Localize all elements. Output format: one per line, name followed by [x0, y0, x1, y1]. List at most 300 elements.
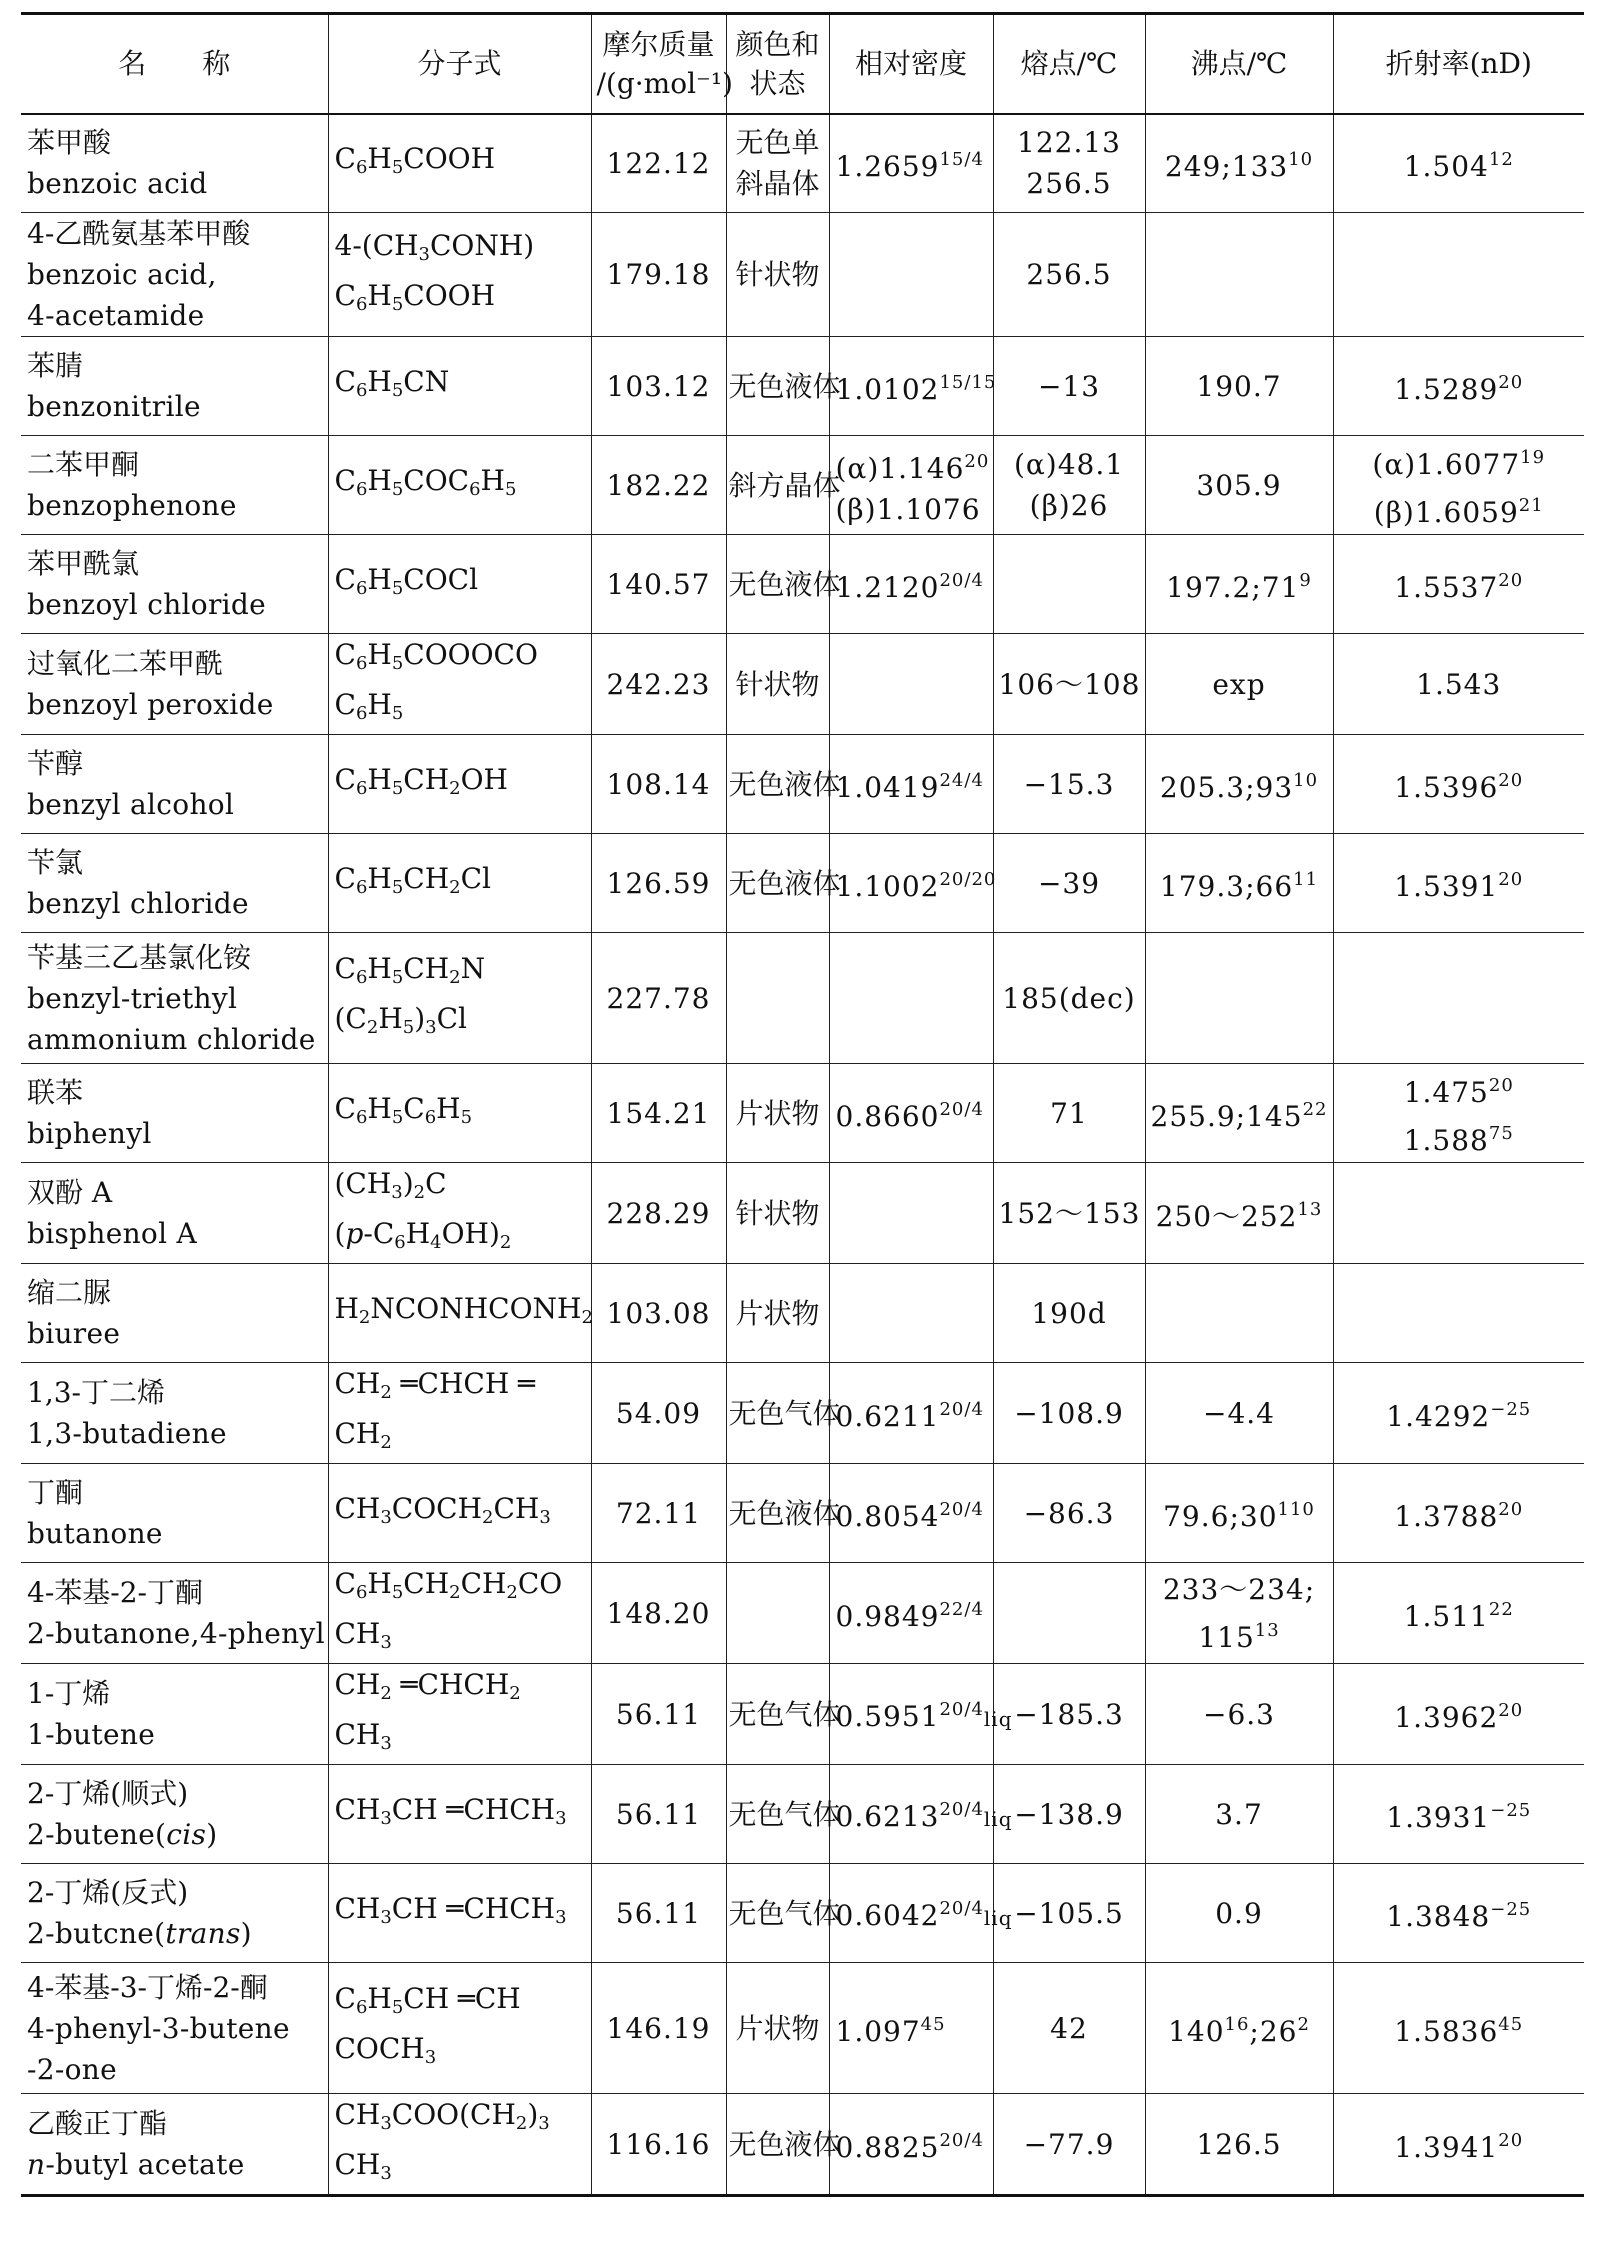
- cell-line: 斜方晶体: [728, 468, 841, 502]
- cell-name: [21, 1064, 328, 1163]
- cell-density: [829, 114, 993, 213]
- cell-line: 联苯: [27, 1076, 84, 1109]
- cell-state: [726, 933, 829, 1064]
- cell-formula: [328, 933, 591, 1064]
- cell-line: $115^{13}$: [1198, 1619, 1280, 1654]
- cell-bp: [1145, 2094, 1333, 2196]
- cell-mass: [591, 114, 726, 213]
- cell-name: [21, 1864, 328, 1963]
- cell-value: 227.78: [606, 981, 711, 1015]
- cell-name: [21, 1664, 328, 1765]
- cell-line: $CH_2$ $═CHCH_2$: [334, 1668, 521, 1704]
- cell-bp: [1145, 1264, 1333, 1363]
- table-row: [21, 634, 1584, 735]
- cell-mass: [591, 1363, 726, 1464]
- cell-line: 1.475$^{20}$: [1403, 1075, 1514, 1109]
- cell-formula: [328, 535, 591, 634]
- cell-density: [829, 1464, 993, 1563]
- cell-formula: [328, 2094, 591, 2196]
- cell-line: (α)1.146$^{20}$: [835, 450, 990, 485]
- cell-mass: [591, 1264, 726, 1363]
- table-row: [21, 436, 1584, 535]
- header-name: 名 称: [21, 14, 328, 114]
- cell-line: −77.9: [1023, 2127, 1115, 2161]
- cell-line: 苯甲酰氯: [27, 547, 140, 580]
- cell-name: [21, 1963, 328, 2094]
- cell-line: 无色液体: [728, 2127, 841, 2161]
- cell-bp: [1145, 213, 1333, 337]
- table-row: [21, 1563, 1584, 1664]
- cell-line: 无色气体: [728, 1697, 841, 1731]
- cell-bp: [1145, 1864, 1333, 1963]
- cell-mass: [591, 1864, 726, 1963]
- cell-bp: [1145, 1563, 1333, 1664]
- cell-mp: [993, 337, 1145, 436]
- cell-mass: [591, 1563, 726, 1664]
- cell-state: [726, 1563, 829, 1664]
- cell-state: [726, 1864, 841, 1963]
- cell-state: [726, 535, 841, 634]
- cell-line: $H_2NCONHCONH_2$: [334, 1292, 593, 1328]
- cell-density: [829, 834, 997, 933]
- cell-line: $C_6H_5$: [334, 688, 404, 724]
- cell-value: 56.11: [615, 1797, 702, 1831]
- cell-line: $C_6H_5CH_2OH$: [334, 763, 508, 799]
- cell-line: $1.2659^{15/4}$: [835, 149, 984, 184]
- cell-ri: [1333, 1563, 1584, 1664]
- cell-name: [21, 436, 328, 535]
- cell-line: 190d: [1031, 1296, 1107, 1330]
- cell-mass: [591, 2094, 726, 2196]
- cell-line: $C_6H_5COCl$: [334, 563, 479, 599]
- cell-line: 256.5: [1026, 167, 1112, 201]
- cell-formula: [328, 1765, 591, 1864]
- cell-line: 双酚 A: [27, 1176, 113, 1209]
- cell-name: [21, 1464, 328, 1563]
- cell-line: 2-丁烯(反式): [27, 1876, 189, 1909]
- header-molar-mass-line1: 摩尔质量: [602, 27, 715, 61]
- cell-name: [21, 834, 328, 933]
- cell-line: (β)1.6059$^{21}$: [1373, 495, 1544, 529]
- cell-value: 116.16: [606, 2127, 711, 2161]
- cell-bp: [1145, 436, 1333, 535]
- cell-line: benzophenone: [27, 489, 237, 522]
- cell-line: (β)1.1076: [835, 492, 981, 526]
- cell-line: $4-(CH_3CONH)$: [334, 228, 535, 265]
- cell-value: 54.09: [615, 1396, 702, 1430]
- cell-line: -2-one: [27, 2052, 117, 2086]
- cell-name: [21, 1163, 328, 1264]
- cell-bp: [1145, 634, 1333, 735]
- cell-ri: [1333, 735, 1584, 834]
- cell-line: $C_6H_5COC_6H_5$: [334, 464, 517, 500]
- cell-density: [829, 535, 993, 634]
- cell-mass: [591, 535, 726, 634]
- cell-line: $CH_2$ ═CHCH ═: [334, 1367, 535, 1403]
- cell-line: 1.5396$^{20}$: [1394, 770, 1524, 804]
- table-row: [21, 2094, 1584, 2196]
- cell-line: 42: [1050, 2011, 1088, 2045]
- cell-line: $0.6213^{20/4}liq$: [835, 1798, 1013, 1833]
- cell-line: −6.3: [1203, 1697, 1275, 1731]
- cell-ri: [1333, 1464, 1584, 1563]
- cell-line: 无色单: [735, 126, 820, 160]
- cell-ri: [1333, 114, 1584, 213]
- cell-value: 72.11: [615, 1496, 702, 1530]
- cell-line: $140^{16};26^2$: [1168, 2014, 1310, 2048]
- cell-state: [726, 1963, 829, 2094]
- cell-ri: [1333, 1664, 1584, 1765]
- cell-value: 56.11: [615, 1896, 702, 1930]
- cell-state: [726, 2094, 841, 2196]
- cell-formula: [328, 1163, 591, 1264]
- cell-line: $0.9849^{22/4}$: [835, 1599, 984, 1633]
- cell-mp: [993, 634, 1145, 735]
- cell-mp: [993, 213, 1145, 337]
- cell-state: [726, 337, 841, 436]
- cell-line: 无色液体: [728, 866, 841, 900]
- cell-name: [21, 634, 328, 735]
- cell-line: $C_6H_5COOH$: [334, 278, 496, 315]
- cell-name: [21, 114, 328, 213]
- cell-line: 152～153: [998, 1196, 1141, 1230]
- cell-formula: [328, 735, 591, 834]
- cell-line: $CH_3$: [334, 1718, 392, 1754]
- cell-line: $255.9;145^{22}$: [1150, 1099, 1328, 1133]
- cell-mass: [591, 933, 726, 1064]
- cell-bp: [1145, 834, 1333, 933]
- cell-mass: [591, 634, 726, 735]
- cell-state: [726, 1064, 829, 1163]
- cell-density: [829, 213, 993, 337]
- cell-line: 1-丁烯: [27, 1677, 111, 1710]
- cell-state: [726, 1363, 841, 1464]
- cell-line: 缩二脲: [27, 1276, 112, 1309]
- cell-line: $0.8825^{20/4}$: [835, 2130, 984, 2164]
- cell-bp: [1145, 1464, 1333, 1563]
- cell-line: 针状物: [735, 258, 820, 291]
- cell-line: 1.097$^{45}$: [835, 2014, 946, 2048]
- cell-density: [829, 1163, 993, 1264]
- cell-bp: [1145, 933, 1333, 1064]
- cell-value: 182.22: [606, 468, 711, 502]
- cell-line: −13: [1037, 369, 1101, 403]
- cell-line: $1.2120^{20/4}$: [835, 570, 984, 604]
- cell-line: 苄氯: [27, 846, 84, 879]
- table-row: [21, 1864, 1584, 1963]
- header-formula: 分子式: [328, 14, 591, 114]
- cell-line: $0.8054^{20/4}$: [835, 1499, 984, 1533]
- table-row: [21, 735, 1584, 834]
- cell-line: 1.588$^{75}$: [1403, 1123, 1514, 1157]
- cell-density: [829, 735, 993, 834]
- cell-ri: [1333, 933, 1584, 1064]
- header-row: [21, 14, 1584, 114]
- cell-bp: [1145, 1765, 1333, 1864]
- cell-ri: [1333, 1765, 1584, 1864]
- cell-ri: [1333, 213, 1584, 337]
- cell-mp: [993, 1064, 1145, 1163]
- cell-mass: [591, 213, 726, 337]
- cell-line: 0.9: [1215, 1896, 1263, 1930]
- cell-ri: [1333, 1363, 1584, 1464]
- cell-name: [21, 933, 328, 1064]
- cell-line: $197.2;71^9$: [1166, 570, 1312, 604]
- cell-line: 无色气体: [728, 1396, 841, 1430]
- table-row: [21, 1664, 1584, 1765]
- cell-line: $(CH_3)_2C$: [334, 1167, 447, 1203]
- cell-state: [726, 436, 841, 535]
- cell-line: 1-butene: [27, 1718, 156, 1751]
- cell-mp: [993, 933, 1145, 1064]
- cell-value: 146.19: [606, 2011, 711, 2045]
- cell-formula: [328, 834, 591, 933]
- cell-density: [829, 933, 993, 1064]
- cell-line: 122.13: [1017, 126, 1121, 160]
- cell-line: 305.9: [1196, 468, 1282, 502]
- cell-mp: [993, 1664, 1145, 1765]
- cell-line: $C_6H_5C_6H_5$: [334, 1092, 473, 1128]
- cell-formula: [328, 1064, 591, 1163]
- cell-line: $C_6H_5CH_2Cl$: [334, 862, 491, 898]
- table-row: [21, 1264, 1584, 1363]
- cell-value: 108.14: [606, 767, 711, 801]
- header-molar-mass-line2: /(g·mol⁻¹): [596, 66, 733, 100]
- cell-line: biuree: [27, 1317, 121, 1350]
- cell-line: biphenyl: [27, 1117, 152, 1150]
- cell-mp: [993, 114, 1145, 213]
- cell-mp: [993, 1765, 1145, 1864]
- cell-density: [829, 337, 997, 436]
- cell-line: $250\sim 252^{13}$: [1155, 1199, 1323, 1233]
- cell-mass: [591, 1064, 726, 1163]
- cell-value: 179.18: [606, 258, 711, 291]
- header-boiling-point: 沸点/℃: [1145, 14, 1333, 114]
- cell-mass: [591, 1765, 726, 1864]
- cell-mass: [591, 1664, 726, 1765]
- cell-line: 126.5: [1196, 2127, 1282, 2161]
- cell-line: butanone: [27, 1517, 163, 1550]
- cell-line: −86.3: [1023, 1496, 1115, 1530]
- cell-ri: [1333, 1163, 1584, 1264]
- cell-line: $79.6;30^{110}$: [1163, 1499, 1315, 1533]
- cell-line: 苄醇: [27, 747, 84, 780]
- cell-line: −105.5: [1014, 1896, 1124, 1930]
- table-header: [21, 14, 1584, 114]
- cell-line: −108.9: [1014, 1396, 1124, 1430]
- cell-line: (β)26: [1029, 489, 1109, 522]
- cell-line: 4-acetamide: [27, 299, 205, 332]
- cell-mp: [993, 1864, 1145, 1963]
- cell-line: $CH_2$: [334, 1417, 392, 1453]
- cell-line: $0.6211^{20/4}$: [835, 1399, 984, 1433]
- cell-line: 乙酸正丁酯: [27, 2107, 168, 2140]
- table-row: [21, 1363, 1584, 1464]
- cell-line: 3.7: [1215, 1797, 1263, 1831]
- cell-line: 1.543: [1416, 667, 1502, 701]
- cell-line: benzyl chloride: [27, 887, 249, 920]
- cell-line: 185(dec): [1002, 981, 1136, 1015]
- cell-line: $C_6H_5CH_2CH_2CO$: [334, 1567, 563, 1603]
- cell-line: (α)1.6077$^{19}$: [1372, 447, 1546, 481]
- cell-line: bisphenol A: [27, 1217, 198, 1250]
- cell-mp: [993, 535, 1145, 634]
- cell-state: [726, 213, 829, 337]
- cell-line: $CH_3$: [334, 2148, 392, 2184]
- cell-bp: [1145, 114, 1333, 213]
- cell-line: 1.5836$^{45}$: [1394, 2014, 1524, 2048]
- cell-bp: [1145, 535, 1333, 634]
- cell-value: 228.29: [606, 1196, 711, 1230]
- cell-line: $(C_2H_5)_3Cl$: [334, 1002, 467, 1038]
- cell-line: (α)48.1: [1013, 448, 1125, 481]
- cell-line: 无色气体: [728, 1797, 841, 1831]
- cell-line: $0.6042^{20/4}liq$: [835, 1897, 1013, 1932]
- cell-line: 106～108: [998, 667, 1141, 701]
- cell-name: [21, 735, 328, 834]
- cell-value: 140.57: [606, 567, 711, 601]
- cell-line: 片状物: [735, 2011, 820, 2045]
- cell-line: ammonium chloride: [27, 1022, 316, 1056]
- cell-mp: [993, 834, 1145, 933]
- cell-line: $1.3931^{-25}$: [1386, 1800, 1532, 1834]
- cell-name: [21, 1264, 328, 1363]
- cell-mass: [591, 1163, 726, 1264]
- cell-state: [726, 1464, 841, 1563]
- cell-line: 无色液体: [728, 1496, 841, 1530]
- cell-line: $205.3;93^{10}$: [1159, 770, 1319, 804]
- cell-name: [21, 535, 328, 634]
- header-melting-point: 熔点/℃: [993, 14, 1145, 114]
- cell-name: [21, 1363, 328, 1464]
- cell-line: 1,3-butadiene: [27, 1417, 227, 1450]
- cell-mp: [993, 735, 1145, 834]
- cell-density: [829, 1363, 993, 1464]
- cell-line: benzyl alcohol: [27, 788, 235, 821]
- cell-line: 无色液体: [728, 369, 841, 403]
- cell-line: 1.3941$^{20}$: [1394, 2130, 1524, 2164]
- cell-line: 1.3962$^{20}$: [1394, 1700, 1524, 1734]
- cell-line: $C_6H_5COOH$: [334, 142, 496, 179]
- cell-mp: [993, 2094, 1145, 2196]
- cell-line: $C_6H_5CH_2N$: [334, 952, 486, 988]
- cell-density: [829, 1765, 1013, 1864]
- cell-line: 二苯甲酮: [27, 448, 140, 481]
- header-color-state-line1: 颜色和: [735, 27, 820, 61]
- cell-line: 256.5: [1026, 258, 1112, 291]
- cell-line: 233～234;: [1162, 1572, 1316, 1606]
- header-color-state-line2: 状态: [749, 66, 806, 100]
- cell-density: [829, 1864, 1013, 1963]
- cell-mass: [591, 735, 726, 834]
- cell-line: 无色液体: [728, 567, 841, 601]
- cell-line: 针状物: [735, 1196, 820, 1230]
- cell-density: [829, 1563, 993, 1664]
- cell-line: benzoyl peroxide: [27, 688, 274, 721]
- cell-value: 103.08: [606, 1296, 711, 1330]
- cell-line: −39: [1037, 866, 1101, 900]
- cell-density: [829, 1664, 1013, 1765]
- cell-ri: [1333, 834, 1584, 933]
- table-row: [21, 337, 1584, 436]
- cell-ri: [1333, 1264, 1584, 1363]
- cell-ri: [1333, 1064, 1584, 1163]
- cell-line: 无色气体: [728, 1896, 841, 1930]
- cell-line: 无色液体: [728, 767, 841, 801]
- cell-state: [726, 1264, 829, 1363]
- cell-line: 苯甲酸: [27, 126, 112, 160]
- cell-line: 丁酮: [27, 1476, 84, 1509]
- cell-ri: [1333, 2094, 1584, 2196]
- cell-state: [726, 1163, 829, 1264]
- cell-line: benzoyl chloride: [27, 588, 266, 621]
- header-molar-mass: [591, 14, 733, 114]
- cell-value: 154.21: [606, 1096, 711, 1130]
- cell-state: [726, 834, 841, 933]
- cell-state: [726, 735, 841, 834]
- cell-ri: [1333, 634, 1584, 735]
- cell-name: [21, 1765, 328, 1864]
- cell-name: [21, 337, 328, 436]
- header-refractive-index: 折射率(nD): [1333, 14, 1584, 114]
- cell-formula: [328, 337, 591, 436]
- cell-line: −185.3: [1014, 1697, 1124, 1731]
- cell-line: 2-butcne(trans): [27, 1917, 252, 1950]
- cell-line: 1.5289$^{20}$: [1394, 372, 1524, 406]
- table-row: [21, 535, 1584, 634]
- cell-line: 4-乙酰氨基苯甲酸: [27, 217, 251, 250]
- cell-formula: [328, 1563, 591, 1664]
- cell-mp: [993, 1963, 1145, 2094]
- cell-bp: [1145, 1064, 1333, 1163]
- cell-line: 过氧化二苯甲酰: [27, 647, 224, 680]
- table-row: [21, 933, 1584, 1064]
- cell-line: −4.4: [1203, 1396, 1275, 1430]
- cell-line: $1.1002^{20/20}$: [835, 869, 997, 903]
- cell-line: $0.5951^{20/4}liq$: [835, 1698, 1013, 1733]
- cell-formula: [328, 1464, 591, 1563]
- cell-line: 4-phenyl-3-butene: [27, 2011, 290, 2045]
- table-row: [21, 213, 1584, 337]
- cell-state: [726, 1664, 841, 1765]
- cell-line: 1.3788$^{20}$: [1394, 1499, 1524, 1533]
- table-row: [21, 1765, 1584, 1864]
- cell-ri: [1333, 535, 1584, 634]
- cell-line: $COCH_3$: [334, 2032, 437, 2068]
- cell-state: [726, 114, 829, 213]
- table-row: [21, 114, 1584, 213]
- cell-value: 148.20: [606, 1596, 711, 1630]
- cell-line: 片状物: [735, 1296, 820, 1330]
- cell-line: exp: [1212, 667, 1266, 701]
- cell-line: 1.5537$^{20}$: [1394, 570, 1524, 604]
- cell-value: 126.59: [606, 866, 711, 900]
- cell-line: $CH_3COCH_2CH_3$: [334, 1492, 551, 1528]
- cell-bp: [1145, 337, 1333, 436]
- cell-line: $C_6H_5CH$ ═CH: [334, 1982, 521, 2018]
- cell-formula: [328, 1264, 591, 1363]
- cell-line: n-butyl acetate: [27, 2148, 245, 2181]
- cell-mp: [993, 436, 1145, 535]
- cell-ri: [1333, 1963, 1584, 2094]
- cell-line: 4-苯基-2-丁酮: [27, 1576, 204, 1609]
- cell-line: $1.0419^{24/4}$: [835, 770, 984, 804]
- cell-line: 片状物: [735, 1096, 820, 1130]
- cell-ri: [1333, 1864, 1584, 1963]
- cell-line: 1,3-丁二烯: [27, 1376, 165, 1409]
- table-row: [21, 1963, 1584, 2094]
- cell-line: 斜晶体: [735, 167, 820, 201]
